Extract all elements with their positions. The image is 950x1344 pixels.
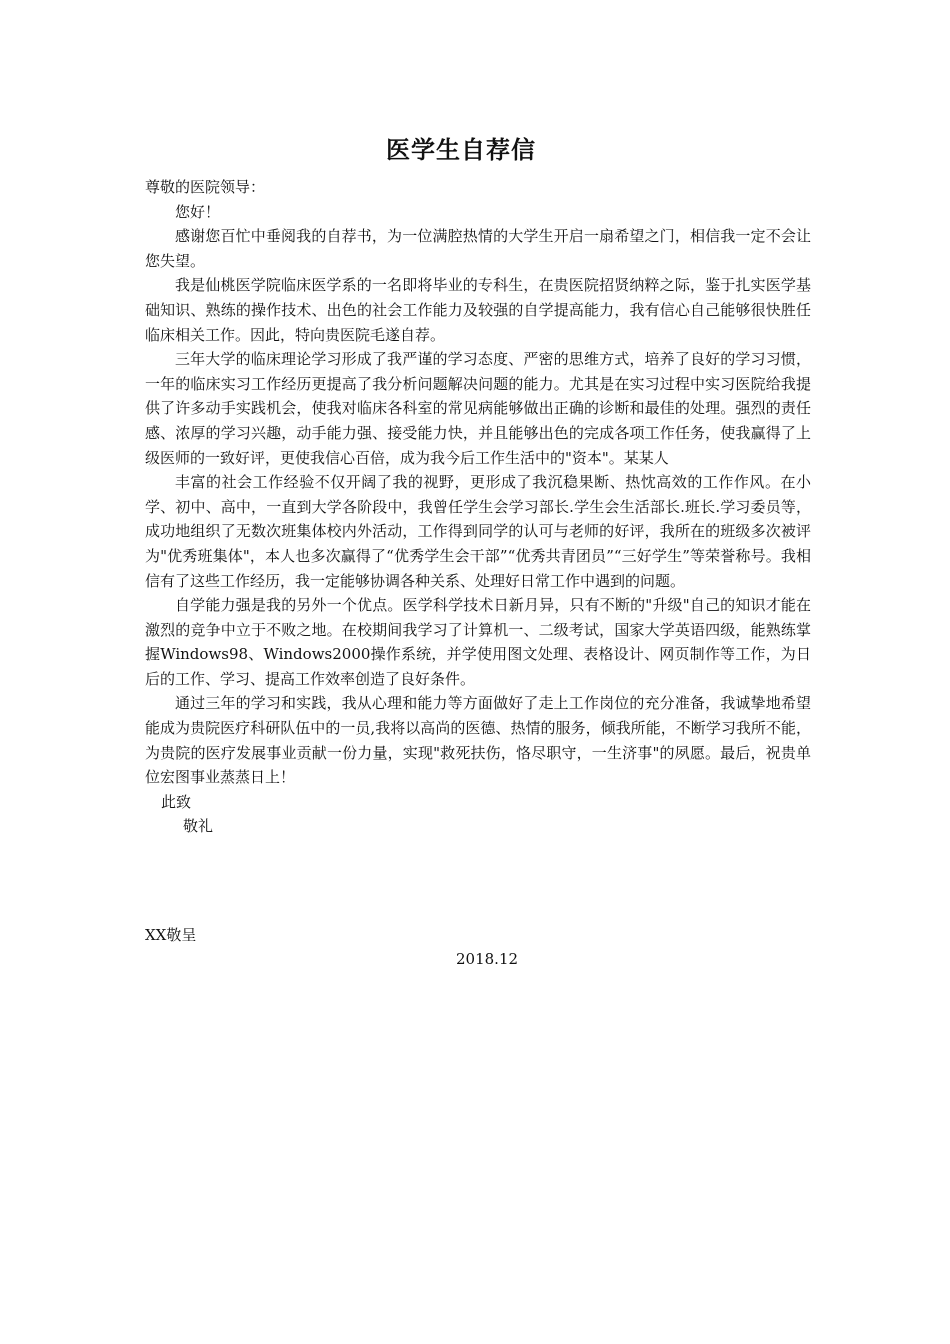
paragraph-self-learning: 自学能力强是我的另外一个优点。医学科学技术日新月异，只有不断的"升级"自己的知识才能在激烈的竞争中立于不败之地。在校期间我学习了计算机一、二级考试，国家大学英语四级，能熟练掌握Windows98、Windows2000操作系统，并学使用图文处理、表格设计、网页制作等工作，为日后的工作、学习、提高工作效率创造了良好条件。 <box>145 596 811 688</box>
paragraph-study: 三年大学的临床理论学习形成了我严谨的学习态度、严密的思维方式，培养了良好的学习习惯，一年的临床实习工作经历更提高了我分析问题解决问题的能力。尤其是在实习过程中实习医院给我提供了许多动手实践机会，使我对临床各科室的常见病能够做出正确的诊断和最佳的处理。强烈的责任感、浓厚的学习兴趣，动手能力强、接受能力快，并且能够出色的完成各项工作任务，使我赢得了上级医师的一致好评，更使我信心百倍，成为我今后工作生活中的"资本"。某某人 <box>145 350 811 467</box>
paragraph-conclusion: 通过三年的学习和实践，我从心理和能力等方面做好了走上工作岗位的充分准备，我诚挚地希望能成为贵院医疗科研队伍中的一员,我将以高尚的医德、热情的服务，倾我所能，不断学习我所不能，为贵院的医疗发展事业贡献一份力量，实现"救死扶伤，恪尽职守，一生济事"的夙愿。最后，祝贵单位宏图事业蒸蒸日上！ <box>145 694 811 787</box>
salutation: 尊敬的医院领导： <box>145 178 266 196</box>
paragraph-thanks: 感谢您百忙中垂阅我的自荐书，为一位满腔热情的大学生开启一扇希望之门，相信我一定不会让您失望。 <box>145 227 811 270</box>
letter-date: 2018.12 <box>456 950 519 968</box>
letter-body <box>145 175 811 839</box>
closing-jingli: 敬礼 <box>183 817 214 836</box>
document-title: 医学生自荐信 <box>386 136 536 164</box>
greeting: 您好！ <box>175 202 221 221</box>
paragraph-social-work: 丰富的社会工作经验不仅开阔了我的视野，更形成了我沉稳果断、热忱高效的工作作风。在小学、初中、高中，一直到大学各阶段中，我曾任学生会学习部长.学生会生活部长.班长.学习委员等，成功地组织了无数次班集体校内外活动，工作得到同学的认可与老师的好评，我所在的班级多次被评为"优秀班集体"，本人也多次赢得了“优秀学生会干部”“优秀共青团员”“三好学生”等荣誉称号。我相信有了这些工作经历，我一定能够协调各种关系、处理好日常工作中遇到的问题。 <box>145 473 811 590</box>
closing-cizhi: 此致 <box>161 792 192 811</box>
paragraph-introduction: 我是仙桃医学院临床医学系的一名即将毕业的专科生，在贵医院招贤纳粹之际，鉴于扎实医学基础知识、熟练的操作技术、出色的社会工作能力及较强的自学提高能力，我有信心自己能够很快胜任临床相关工作。因此，特向贵医院毛遂自荐。 <box>145 276 811 344</box>
signer: XX敬呈 <box>145 926 197 944</box>
